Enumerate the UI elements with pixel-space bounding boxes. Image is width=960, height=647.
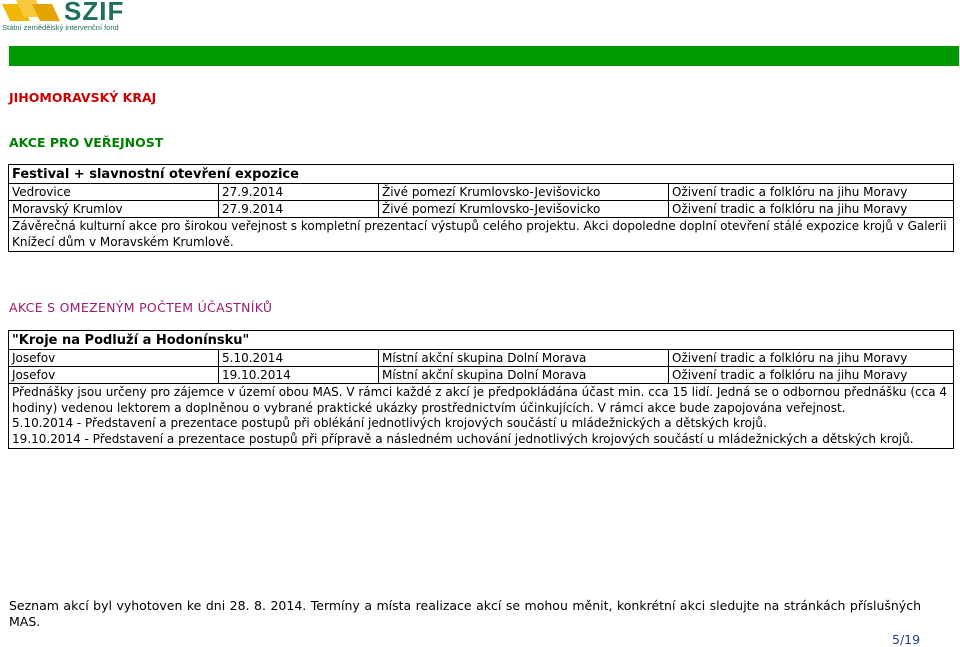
event-theme: Oživení tradic a folklóru na jihu Moravy: [669, 184, 954, 201]
event-place: Moravský Krumlov: [9, 201, 219, 218]
limited-events-heading: AKCE S OMEZENÝM POČTEM ÚČASTNÍKŮ: [9, 300, 273, 315]
table-row: [9, 350, 954, 367]
event-theme: Oživení tradic a folklóru na jihu Moravy: [669, 350, 954, 367]
header-green-bar: [9, 46, 959, 66]
event-description-row: [9, 384, 954, 449]
event-title: Festival + slavnostní otevření expozice: [9, 165, 954, 184]
event-date: 27.9.2014: [219, 201, 379, 218]
footer-note: Seznam akcí byl vyhotoven ke dni 28. 8. 2014. Termíny a místa realizace akcí se mohou měnit, konkrétní akci sledujte na stránkách příslušných MAS.: [9, 598, 921, 629]
limited-events-table: [8, 330, 954, 449]
event-title-row: [9, 165, 954, 184]
szif-logo: [0, 0, 130, 34]
description-paragraph: 5.10.2014 - Představení a prezentace postupů při oblékání jednotlivých krojových součástí u mládežnických a dětských krojů.: [12, 416, 767, 430]
description-paragraph: Přednášky jsou určeny pro zájemce v území obou MAS. V rámci každé z akcí je předpokládána účast min. cca 15 lidí. Jedná se o odbornou přednášku (cca 4 hodiny) vedenou lektorem a doplněnou o vybrané praktické ukázky prostřednictvím účinkujících. V rámci akce bude zapojována veřejnost.: [12, 385, 947, 415]
event-theme: Oživení tradic a folklóru na jihu Moravy: [669, 201, 954, 218]
logo-subtitle: Státní zemědělský intervenční fond: [2, 23, 119, 32]
event-place: Josefov: [9, 350, 219, 367]
event-description: Závěrečná kulturní akce pro širokou veřejnost s kompletní prezentací výstupů celého projektu. Akci dopoledne doplní otevření stálé expozice krojů v Galerii Knížecí dům v Moravském Krumlově.: [9, 218, 954, 252]
table-row: [9, 184, 954, 201]
event-place: Josefov: [9, 367, 219, 384]
logo-emblem-icon: [2, 0, 62, 22]
event-description: [9, 384, 954, 449]
table-row: [9, 367, 954, 384]
public-events-table: [8, 164, 954, 252]
event-date: 19.10.2014: [219, 367, 379, 384]
event-date: 5.10.2014: [219, 350, 379, 367]
event-mas: Místní akční skupina Dolní Morava: [379, 350, 669, 367]
event-description-row: [9, 218, 954, 252]
event-mas: Místní akční skupina Dolní Morava: [379, 367, 669, 384]
event-title: "Kroje na Podluží a Hodonínsku": [9, 331, 954, 350]
page-number: 5/19: [892, 632, 921, 647]
table-row: [9, 201, 954, 218]
description-paragraph: 19.10.2014 - Představení a prezentace postupů při přípravě a následném uchování jednotlivých krojových součástí u mládežnických a dětských krojů.: [12, 431, 914, 446]
event-date: 27.9.2014: [219, 184, 379, 201]
logo-wordmark: SZIF: [64, 0, 125, 26]
event-place: Vedrovice: [9, 184, 219, 201]
event-theme: Oživení tradic a folklóru na jihu Moravy: [669, 367, 954, 384]
public-events-heading: AKCE PRO VEŘEJNOST: [9, 135, 164, 150]
event-mas: Živé pomezí Krumlovsko-Jevišovicko: [379, 201, 669, 218]
event-title-row: [9, 331, 954, 350]
region-heading: JIHOMORAVSKÝ KRAJ: [9, 90, 157, 105]
event-mas: Živé pomezí Krumlovsko-Jevišovicko: [379, 184, 669, 201]
